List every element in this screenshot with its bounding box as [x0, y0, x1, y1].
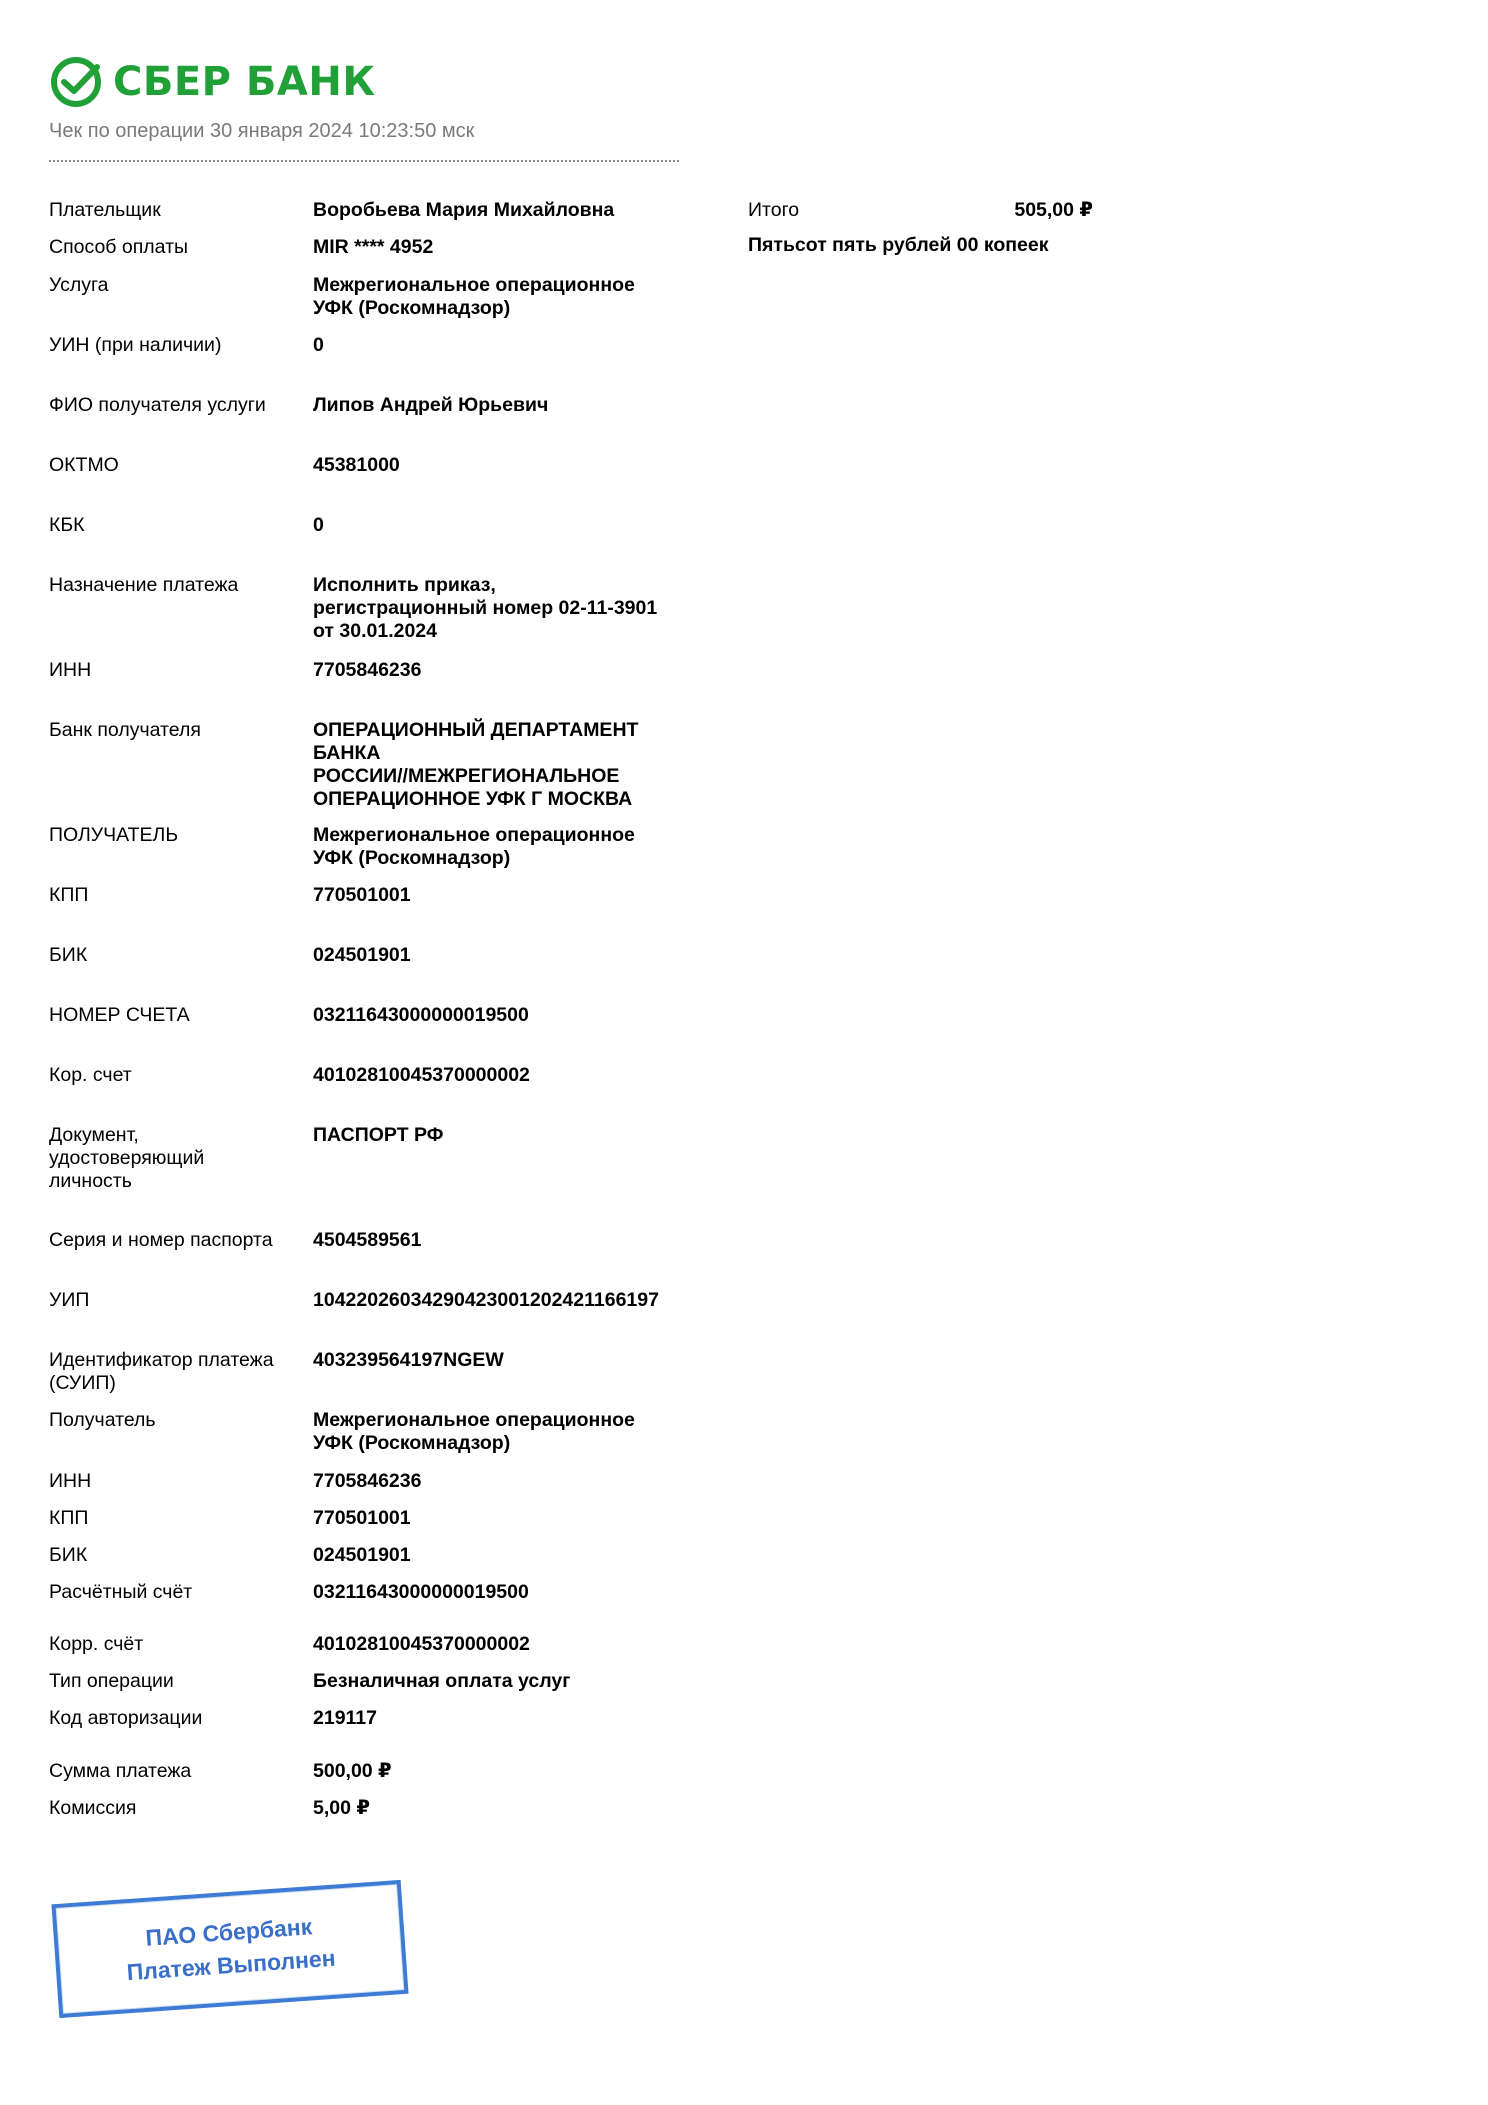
sber-check-logo-icon: [49, 55, 103, 109]
row-value: 770501001: [313, 1507, 411, 1529]
total-in-words: Пятьсот пять рублей 00 копеек: [748, 234, 1049, 256]
row-value: 5,00 ₽: [313, 1797, 370, 1819]
row-value: 45381000: [313, 454, 400, 476]
row-label: Плательщик: [49, 199, 161, 221]
row-value: Воробьева Мария Михайловна: [313, 199, 615, 221]
row-label: УИП: [49, 1289, 90, 1311]
row-label: Код авторизации: [49, 1707, 203, 1729]
row-label: НОМЕР СЧЕТА: [49, 1004, 190, 1026]
row-label: Сумма платежа: [49, 1760, 192, 1782]
row-value: 03211643000000019500: [313, 1004, 529, 1026]
row-label: ИНН: [49, 1470, 92, 1492]
sber-logo: [49, 53, 376, 111]
row-value: 7705846236: [313, 659, 422, 681]
row-value: Межрегиональное операционное УФК (Роскомнадзор): [313, 1409, 635, 1454]
brand-name: СБЕР БАНК: [113, 59, 376, 105]
stamp-line-2: Платеж Выполнен: [125, 1944, 337, 1986]
row-value: 024501901: [313, 944, 411, 966]
row-label: Документ, удостоверяющий личность: [49, 1124, 205, 1192]
row-label: КПП: [49, 1507, 89, 1529]
row-label: Банк получателя: [49, 719, 201, 741]
row-label: УИН (при наличии): [49, 334, 222, 356]
row-value: 7705846236: [313, 1470, 422, 1492]
row-value: 10422026034290423001202421166197: [313, 1289, 659, 1311]
row-value: Липов Андрей Юрьевич: [313, 394, 549, 416]
row-label: КБК: [49, 514, 85, 536]
row-label: Способ оплаты: [49, 236, 189, 258]
row-value: Межрегиональное операционное УФК (Роскомнадзор): [313, 274, 635, 319]
row-value: Безналичная оплата услуг: [313, 1670, 571, 1692]
row-value: 500,00 ₽: [313, 1760, 392, 1782]
row-value: ПАСПОРТ РФ: [313, 1124, 444, 1146]
total-amount: 505,00 ₽: [1014, 199, 1093, 221]
row-value: 0: [313, 334, 324, 356]
dotted-separator: [49, 160, 679, 162]
row-label: Кор. счет: [49, 1064, 132, 1086]
row-value: 4504589561: [313, 1229, 422, 1251]
row-label: Комиссия: [49, 1797, 137, 1819]
payment-stamp: [51, 1880, 408, 2018]
row-label: ПОЛУЧАТЕЛЬ: [49, 824, 179, 846]
row-label: Серия и номер паспорта: [49, 1229, 273, 1251]
row-value: Исполнить приказ, регистрационный номер 02-11-3901 от 30.01.2024: [313, 574, 658, 642]
total-label: Итого: [748, 199, 800, 221]
row-value: 0: [313, 514, 324, 536]
row-value: ОПЕРАЦИОННЫЙ ДЕПАРТАМЕНТ БАНКА РОССИИ//МЕЖРЕГИОНАЛЬНОЕ ОПЕРАЦИОННОЕ УФК Г МОСКВА: [313, 719, 639, 810]
row-value: 024501901: [313, 1544, 411, 1566]
row-value: 40102810045370000002: [313, 1064, 530, 1086]
row-value: MIR **** 4952: [313, 236, 434, 258]
row-label: КПП: [49, 884, 89, 906]
receipt-header: Чек по операции 30 января 2024 10:23:50 мск: [49, 120, 475, 142]
row-value: 40102810045370000002: [313, 1633, 530, 1655]
row-label: ОКТМО: [49, 454, 119, 476]
row-label: Услуга: [49, 274, 109, 296]
stamp-line-1: ПАО Сбербанк: [144, 1913, 313, 1951]
row-label: Идентификатор платежа (СУИП): [49, 1349, 274, 1394]
row-label: БИК: [49, 1544, 88, 1566]
row-value: 403239564197NGEW: [313, 1349, 504, 1371]
row-label: Тип операции: [49, 1670, 174, 1692]
row-label: Назначение платежа: [49, 574, 239, 596]
row-value: Межрегиональное операционное УФК (Роскомнадзор): [313, 824, 635, 869]
row-label: Расчётный счёт: [49, 1581, 193, 1603]
row-label: Получатель: [49, 1409, 156, 1431]
row-label: Корр. счёт: [49, 1633, 144, 1655]
row-label: ФИО получателя услуги: [49, 394, 266, 416]
row-label: БИК: [49, 944, 88, 966]
row-label: ИНН: [49, 659, 92, 681]
row-value: 770501001: [313, 884, 411, 906]
row-value: 03211643000000019500: [313, 1581, 529, 1603]
row-value: 219117: [313, 1707, 377, 1729]
